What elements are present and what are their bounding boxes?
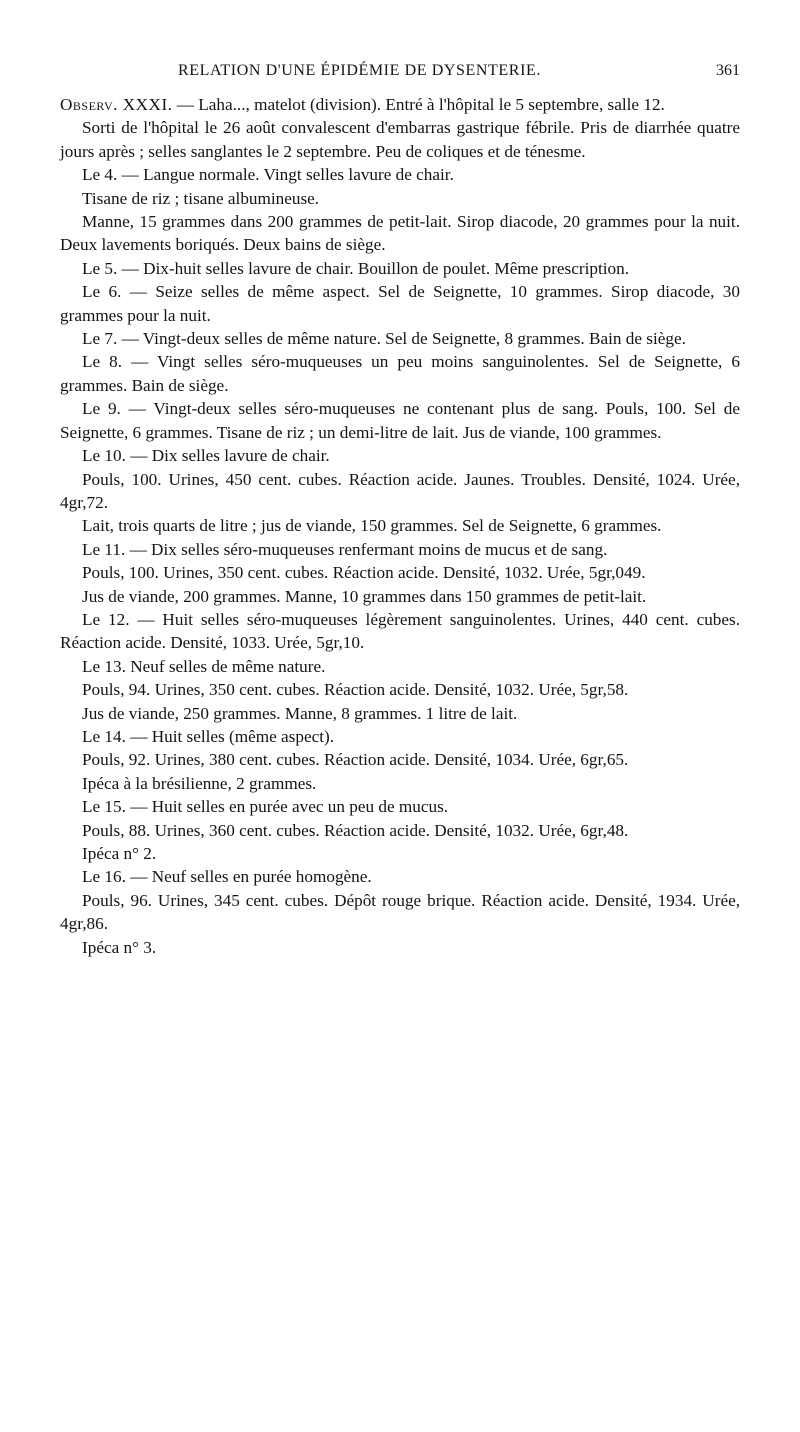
paragraph: Ipéca à la brésilienne, 2 grammes. — [82, 773, 317, 793]
paragraph: Le 6. — Seize selles de même aspect. Sel de Seignette, 10 grammes. Sirop diacode, 30 grammes pour la nuit. — [60, 282, 740, 325]
paragraph: Pouls, 94. Urines, 350 cent. cubes. Réaction acide. Densité, 1032. Urée, 5gr,58. — [82, 680, 629, 700]
paragraph: Manne, 15 grammes dans 200 grammes de petit-lait. Sirop diacode, 20 grammes pour la nuit. Deux lavements boriqués. Deux bains de siège. — [60, 212, 740, 255]
paragraph: Le 8. — Vingt selles séro-muqueuses un peu moins sanguinolentes. Sel de Seignette, 6 grammes. Bain de siège. — [60, 352, 740, 395]
page-number: 361 — [716, 62, 740, 79]
observation-heading-paragraph — [60, 93, 740, 116]
running-head — [60, 62, 740, 86]
paragraph: Le 15. — Huit selles en purée avec un peu de mucus. — [82, 797, 449, 817]
paragraph: Lait, trois quarts de litre ; jus de viande, 150 grammes. Sel de Seignette, 6 grammes. — [82, 516, 662, 536]
paragraph: Pouls, 100. Urines, 350 cent. cubes. Réaction acide. Densité, 1032. Urée, 5gr,049. — [82, 563, 646, 583]
paragraph: Le 9. — Vingt-deux selles séro-muqueuses ne contenant plus de sang. Pouls, 100. Sel de Seignette, 6 grammes. Tisane de riz ; un demi-litre de lait. Jus de viande, 100 grammes. — [60, 399, 740, 442]
paragraph: Pouls, 88. Urines, 360 cent. cubes. Réaction acide. Densité, 1032. Urée, 6gr,48. — [82, 820, 629, 840]
paragraph: Le 5. — Dix-huit selles lavure de chair. Bouillon de poulet. Même prescription. — [82, 258, 630, 278]
paragraph: Le 7. — Vingt-deux selles de même nature. Sel de Seignette, 8 grammes. Bain de siège. — [82, 329, 686, 349]
paragraph: Le 4. — Langue normale. Vingt selles lavure de chair. — [82, 165, 454, 185]
paragraph: Pouls, 96. Urines, 345 cent. cubes. Dépôt rouge brique. Réaction acide. Densité, 1934. Urée, 4gr,86. — [60, 890, 740, 934]
paragraph: Pouls, 100. Urines, 450 cent. cubes. Réaction acide. Jaunes. Troubles. Densité, 1024. Urée, 4gr,72. — [60, 469, 740, 512]
paragraph: Le 13. Neuf selles de même nature. — [82, 656, 326, 676]
body-text — [60, 93, 740, 959]
paragraph: Jus de viande, 200 grammes. Manne, 10 grammes dans 150 grammes de petit-lait. — [82, 586, 647, 606]
observation-label: Observ. XXXI. — [60, 95, 173, 114]
paragraph: Jus de viande, 250 grammes. Manne, 8 grammes. 1 litre de lait. — [82, 703, 518, 723]
paragraph: Sorti de l'hôpital le 26 août convalescent d'embarras gastrique fébrile. Pris de diarrhée quatre jours après ; selles sanglantes le 2 septembre. Peu de coliques et de ténesme. — [60, 118, 740, 161]
paragraph: Ipéca n° 3. — [82, 937, 157, 957]
paragraph: Tisane de riz ; tisane albumineuse. — [82, 188, 320, 208]
paragraph: Le 10. — Dix selles lavure de chair. — [82, 446, 330, 466]
running-title: RELATION D'UNE ÉPIDÉMIE DE DYSENTERIE. — [178, 62, 541, 79]
paragraph: Le 11. — Dix selles séro-muqueuses renfermant moins de mucus et de sang. — [82, 539, 608, 559]
paragraph: Le 14. — Huit selles (même aspect). — [82, 726, 335, 746]
paragraph: Le 16. — Neuf selles en purée homogène. — [82, 867, 372, 887]
paragraph-text: — Laha..., matelot (division). Entré à l'hôpital le 5 septembre, salle 12. — [172, 95, 665, 114]
paragraph: Pouls, 92. Urines, 380 cent. cubes. Réaction acide. Densité, 1034. Urée, 6gr,65. — [82, 750, 629, 770]
paragraph: Le 12. — Huit selles séro-muqueuses légèrement sanguinolentes. Urines, 440 cent. cubes. Réaction acide. Densité, 1033. Urée, 5gr,10. — [60, 609, 740, 653]
paragraph: Ipéca n° 2. — [82, 844, 157, 863]
